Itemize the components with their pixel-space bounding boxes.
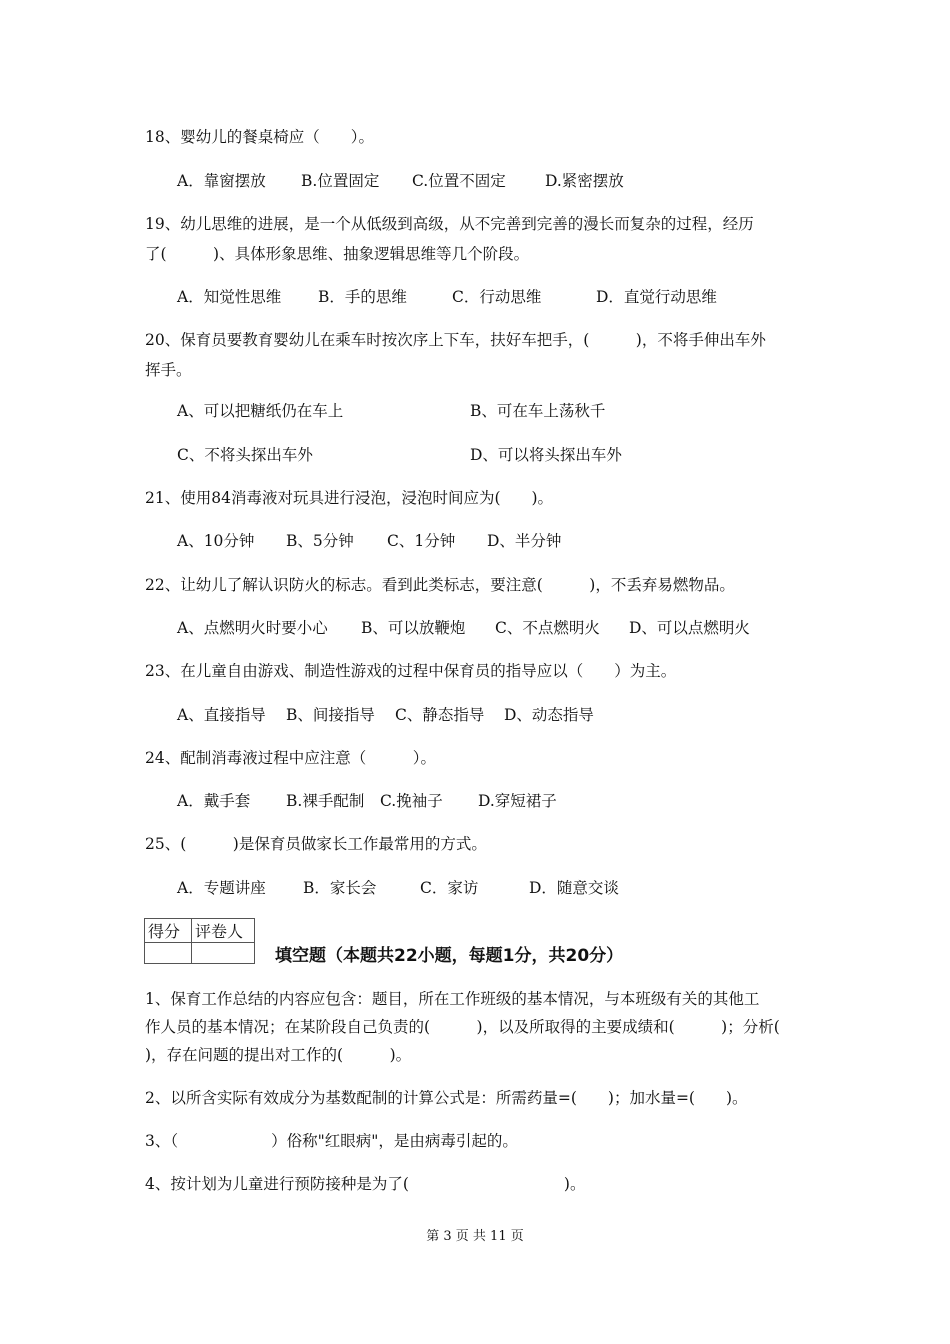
question-21: 21、使用84消毒液对玩具进行浸泡，浸泡时间应为( )。 <box>145 489 554 507</box>
question-18: 18、婴幼儿的餐桌椅应（ ）。 <box>145 128 374 146</box>
option-a: A、直接指导 <box>177 706 266 724</box>
option-b: B、可以放鞭炮 <box>361 619 466 637</box>
fill-question-3: 3、（ ）俗称"红眼病"，是由病毒引起的。 <box>145 1132 518 1150</box>
option-d: D、可以将头探出车外 <box>470 446 622 464</box>
option-b: B.位置固定 <box>301 172 380 190</box>
option-b: B．家长会 <box>303 879 377 897</box>
option-d: D、动态指导 <box>504 706 594 724</box>
option-d: D．直觉行动思维 <box>596 288 717 306</box>
score-label: 得分 <box>145 919 192 943</box>
question-19-line2: 了( )、具体形象思维、抽象逻辑思维等几个阶段。 <box>145 245 530 263</box>
option-c: C.挽袖子 <box>380 792 443 810</box>
option-d: D．随意交谈 <box>529 879 619 897</box>
option-a: A、可以把糖纸仍在车上 <box>177 402 344 420</box>
fill-question-2: 2、以所含实际有效成分为基数配制的计算公式是：所需药量=( )；加水量=( )。 <box>145 1089 748 1107</box>
score-cell[interactable] <box>145 943 192 964</box>
option-b: B．手的思维 <box>318 288 407 306</box>
option-c: C、不将头探出车外 <box>177 446 313 464</box>
question-20-line2: 挥手。 <box>145 361 192 379</box>
option-a: A、10分钟 <box>177 532 255 550</box>
grader-label: 评卷人 <box>192 919 255 943</box>
question-22: 22、让幼儿了解认识防火的标志。看到此类标志，要注意( )，不丢弃易燃物品。 <box>145 576 735 594</box>
section-title: 填空题（本题共22小题，每题1分，共20分） <box>275 946 624 966</box>
option-c: C.位置不固定 <box>412 172 506 190</box>
option-a: A．知觉性思维 <box>177 288 282 306</box>
question-23: 23、在儿童自由游戏、制造性游戏的过程中保育员的指导应以（ ）为主。 <box>145 662 677 680</box>
fill-question-4: 4、按计划为儿童进行预防接种是为了( )。 <box>145 1175 586 1193</box>
option-b: B.裸手配制 <box>286 792 365 810</box>
page-number: 第 3 页 共 11 页 <box>426 1229 524 1244</box>
option-c: C、1分钟 <box>387 532 456 550</box>
option-d: D.穿短裙子 <box>478 792 557 810</box>
option-b: B、间接指导 <box>286 706 375 724</box>
score-box <box>144 918 255 964</box>
option-a: A．戴手套 <box>177 792 251 810</box>
option-d: D.紧密摆放 <box>545 172 624 190</box>
question-25: 25、( )是保育员做家长工作最常用的方式。 <box>145 835 487 853</box>
option-c: C、不点燃明火 <box>495 619 600 637</box>
option-b: B、可在车上荡秋千 <box>470 402 606 420</box>
option-b: B、5分钟 <box>286 532 354 550</box>
option-a: A．专题讲座 <box>177 879 266 897</box>
option-c: C．家访 <box>420 879 479 897</box>
question-19-line1: 19、幼儿思维的进展，是一个从低级到高级，从不完善到完善的漫长而复杂的过程，经历 <box>145 215 754 233</box>
option-d: D、半分钟 <box>487 532 562 550</box>
option-d: D、可以点燃明火 <box>629 619 750 637</box>
option-a: A、点燃明火时要小心 <box>177 619 328 637</box>
option-a: A．靠窗摆放 <box>177 172 266 190</box>
fill-question-1-line3: )，存在问题的提出对工作的( )。 <box>145 1046 412 1064</box>
grader-cell[interactable] <box>192 943 255 964</box>
option-c: C．行动思维 <box>452 288 542 306</box>
question-24: 24、配制消毒液过程中应注意（ ）。 <box>145 749 436 767</box>
question-20-line1: 20、保育员要教育婴幼儿在乘车时按次序上下车，扶好车把手，( )，不将手伸出车外 <box>145 331 766 349</box>
fill-question-1-line2: 作人员的基本情况；在某阶段自己负责的( )，以及所取得的主要成绩和( )；分析( <box>145 1018 780 1036</box>
fill-question-1-line1: 1、保育工作总结的内容应包含：题目，所在工作班级的基本情况，与本班级有关的其他工 <box>145 990 760 1008</box>
option-c: C、静态指导 <box>395 706 485 724</box>
